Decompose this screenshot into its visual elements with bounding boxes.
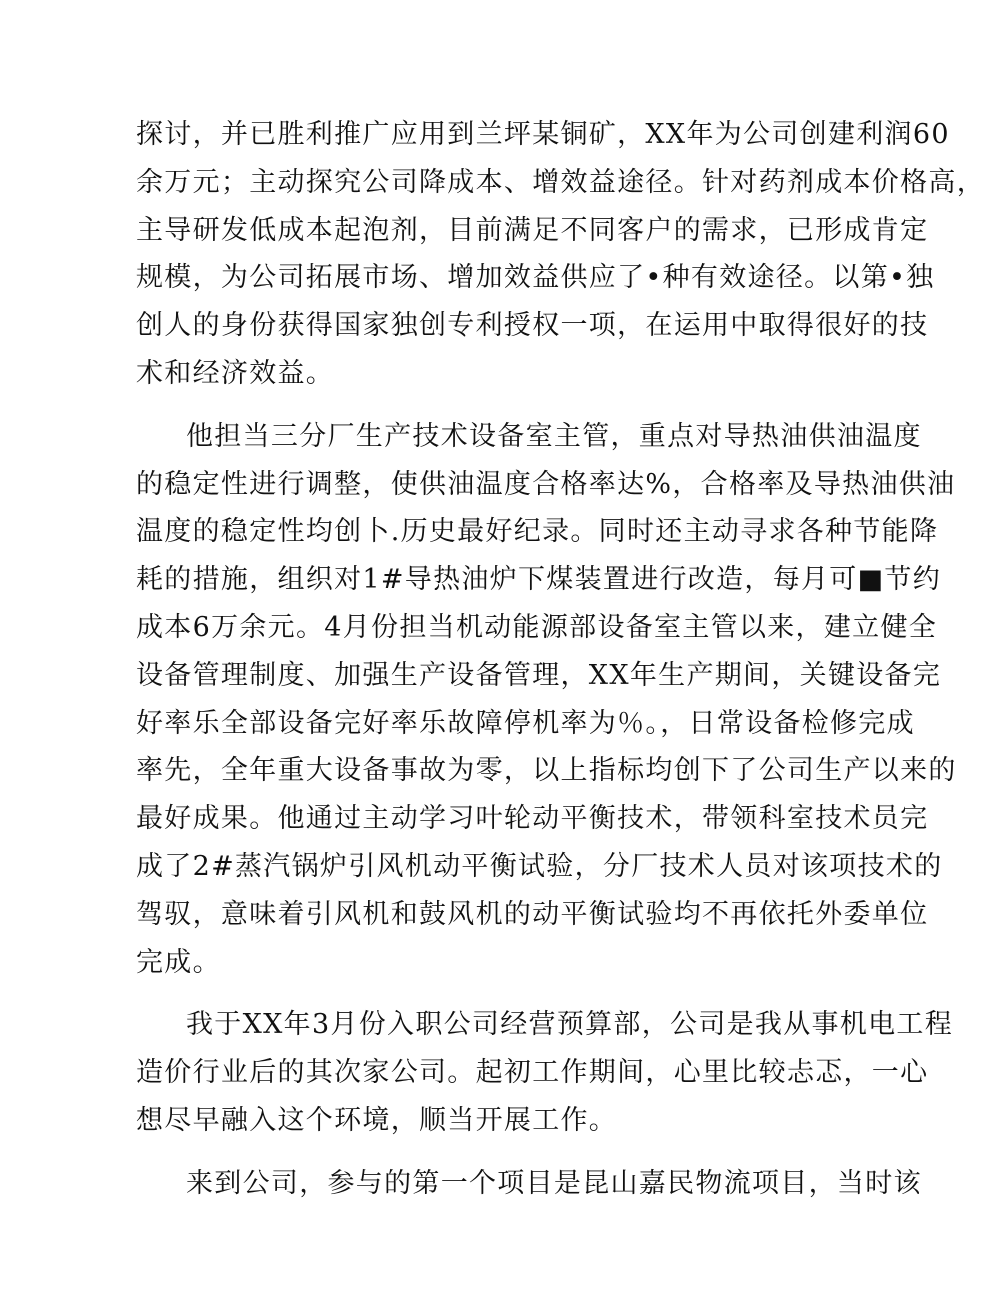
text-line: 成了2#蒸汽锅炉引风机动平衡试验，分厂技术人员对该项技术的 bbox=[136, 850, 943, 882]
text-line: 规模，为公司拓展市场、增加效益供应了•种有效途径。以第•独 bbox=[136, 262, 935, 294]
text-line: 想尽早融入这个环境，顺当开展工作。 bbox=[136, 1104, 618, 1136]
text-line: 余万元；主动探究公司降成本、增效益途径。针对药剂成本价格高， bbox=[136, 166, 985, 198]
text-line: 耗的措施，组织对1#导热油炉下煤装置进行改造，每月可■节约 bbox=[136, 564, 942, 596]
text-line: 探讨，并已胜利推广应用到兰坪某铜矿，XX年为公司创建利润60 bbox=[136, 119, 950, 150]
text-line: 创人的身份获得国家独创专利授权一项，在运用中取得很好的技 bbox=[136, 310, 929, 342]
text-line: 术和经济效益。 bbox=[136, 357, 335, 389]
text-line: 率先，全年重大设备事故为零，以上指标均创下了公司生产以来的 bbox=[136, 755, 957, 787]
text-line: 设备管理制度、加强生产设备管理，XX年生产期间，关键设备完 bbox=[136, 659, 942, 691]
text-line: 成本6万余元。4月份担当机动能源部设备室主管以来，建立健全 bbox=[136, 611, 938, 643]
paragraph-3 bbox=[136, 1001, 954, 1144]
text-line: 完成。 bbox=[136, 946, 221, 978]
text-line: 主导研发低成本起泡剂，目前满足不同客户的需求，已形成肯定 bbox=[136, 214, 929, 246]
text-line: 最好成果。他通过主动学习叶轮动平衡技术，带领科室技术员完 bbox=[136, 803, 929, 835]
text-line: 他担当三分厂生产技术设备室主管，重点对导热油供油温度 bbox=[186, 420, 922, 452]
text-line: 来到公司，参与的第一个项目是昆山嘉民物流项目，当时该 bbox=[186, 1167, 922, 1199]
text-line: 我于XX年3月份入职公司经营预算部，公司是我从事机电工程 bbox=[186, 1009, 954, 1041]
text-line: 的稳定性进行调整，使供油温度合格率达%，合格率及导热油供油 bbox=[136, 468, 956, 500]
paragraph-2 bbox=[136, 413, 957, 987]
text-line: 好率乐全部设备完好率乐故障停机率为％。，日常设备检修完成 bbox=[136, 707, 915, 739]
text-line: 造价行业后的其次家公司。起初工作期间，心里比较忐忑，一心 bbox=[136, 1057, 929, 1089]
text-line: 温度的稳定性均创卜.历史最好纪录。同时还主动寻求各种节能降 bbox=[136, 516, 939, 548]
paragraph-1 bbox=[136, 111, 985, 398]
paragraph-4 bbox=[136, 1160, 922, 1208]
text-line: 驾驭，意味着引风机和鼓风机的动平衡试验均不再依托外委单位 bbox=[136, 898, 929, 930]
